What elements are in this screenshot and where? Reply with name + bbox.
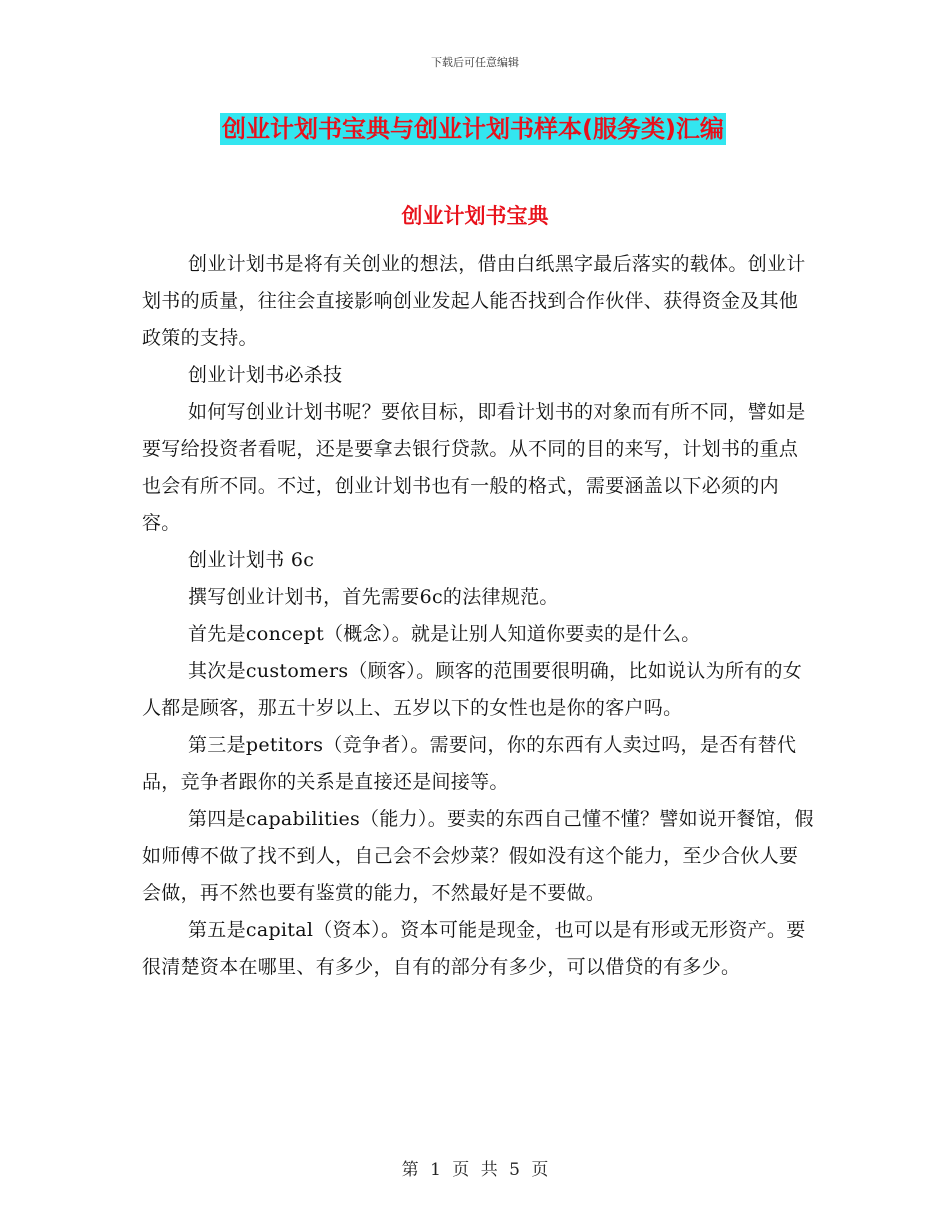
document-title: 创业计划书宝典与创业计划书样本(服务类)汇编 bbox=[222, 115, 724, 143]
paragraph: 第四是capabilities（能力）。要卖的东西自己懂不懂？譬如说开餐馆，假如师傅不做了找不到人，自己会不会炒菜？假如没有这个能力，至少合伙人要会做，再不然也要有鉴赏的能力，不然最好是不要做。 bbox=[142, 808, 814, 904]
paragraph: 创业计划书是将有关创业的想法，借由白纸黑字最后落实的载体。创业计划书的质量，往往会直接影响创业发起人能否找到合作伙伴、获得资金及其他政策的支持。 bbox=[142, 253, 806, 349]
document-body bbox=[142, 246, 814, 986]
paragraph: 首先是concept（概念）。就是让别人知道你要卖的是什么。 bbox=[188, 623, 701, 645]
paragraph: 撰写创业计划书，首先需要6c的法律规范。 bbox=[188, 586, 559, 608]
paragraph: 创业计划书必杀技 bbox=[188, 364, 343, 386]
paragraph: 创业计划书 6c bbox=[188, 549, 315, 571]
paragraph: 第五是capital（资本）。资本可能是现金，也可以是有形或无形资产。要很清楚资本在哪里、有多少，自有的部分有多少，可以借贷的有多少。 bbox=[142, 919, 806, 978]
page-footer: 第 1 页 共 5 页 bbox=[401, 1160, 549, 1180]
header-note: 下载后可任意编辑 bbox=[431, 56, 519, 69]
paragraph: 第三是petitors（竞争者）。需要问，你的东西有人卖过吗，是否有替代品，竞争者跟你的关系是直接还是间接等。 bbox=[142, 734, 797, 793]
paragraph: 其次是customers（顾客）。顾客的范围要很明确，比如说认为所有的女人都是顾客，那五十岁以上、五岁以下的女性也是你的客户吗。 bbox=[142, 660, 803, 719]
section-title: 创业计划书宝典 bbox=[401, 204, 549, 228]
paragraph: 如何写创业计划书呢？要依目标，即看计划书的对象而有所不同，譬如是要写给投资者看呢，还是要拿去银行贷款。从不同的目的来写，计划书的重点也会有所不同。不过，创业计划书也有一般的格式，需要涵盖以下必须的内容。 bbox=[142, 401, 806, 534]
